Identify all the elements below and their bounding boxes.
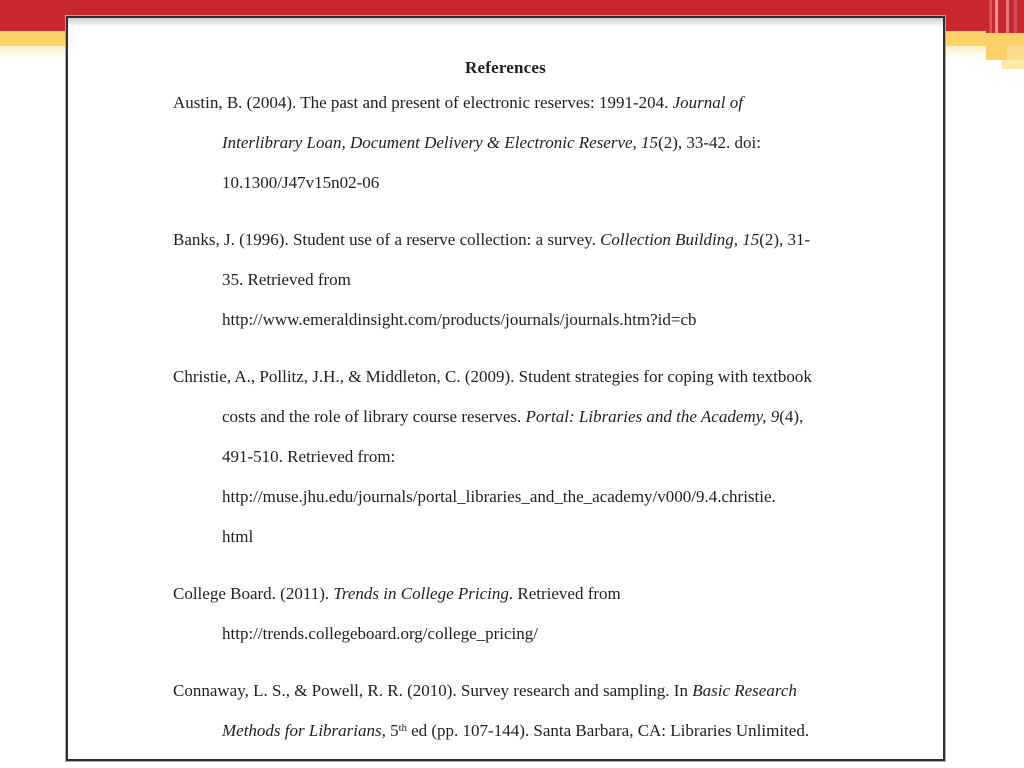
text-run: College Board. (2011). <box>173 584 334 603</box>
reference-line <box>173 163 883 203</box>
text-run: Banks, J. (1996). Student use of a reserve collection: a survey. <box>173 230 601 249</box>
reference-line <box>173 123 883 163</box>
ordinal-superscript: th <box>398 723 407 735</box>
text-run: . Retrieved from <box>508 584 621 603</box>
italic-text-run: Collection Building, 15 <box>600 230 760 249</box>
italic-text-run: Interlibrary Loan, Document Delivery & Electronic Reserve, 15 <box>222 133 659 152</box>
reference-line <box>173 517 883 557</box>
right-red-stripes-decoration <box>986 0 1024 33</box>
reference-line <box>173 357 883 397</box>
reference-item <box>173 574 883 654</box>
reference-item <box>173 357 883 557</box>
text-run: 491-510. Retrieved from: <box>222 447 396 466</box>
slide-frame <box>66 16 945 761</box>
text-run: html <box>222 527 254 546</box>
text-run: Connaway, L. S., & Powell, R. R. (2010). Survey research and sampling. In <box>173 681 693 700</box>
text-run: Christie, A., Pollitz, J.H., & Middleton, C. (2009). Student strategies for coping with textbook <box>173 367 812 386</box>
text-run: 10.1300/J47v15n02-06 <box>222 173 380 192</box>
text-run: (2), 33-42. doi: <box>658 133 761 152</box>
text-run: costs and the role of library course reserves. <box>222 407 526 426</box>
italic-text-run: Methods for Librarians, <box>222 721 386 740</box>
reference-line <box>173 220 883 260</box>
reference-line <box>173 477 883 517</box>
right-pale-stripe-decoration <box>1002 60 1024 69</box>
page-title: References <box>465 58 546 77</box>
reference-item <box>173 220 883 340</box>
text-run: http://muse.jhu.edu/journals/portal_libraries_and_the_academy/v000/9.4.christie. <box>222 487 776 506</box>
reference-line <box>173 260 883 300</box>
text-run: (4), <box>779 407 804 426</box>
italic-text-run: Basic Research <box>692 681 797 700</box>
right-gold-stripes-decoration <box>986 45 1024 60</box>
reference-line <box>173 671 883 711</box>
references-list <box>173 83 883 754</box>
text-run: (2), 31- <box>759 230 811 249</box>
text-run: Austin, B. (2004). The past and present of electronic reserves: 1991-204. <box>173 93 673 112</box>
reference-item <box>173 671 883 754</box>
text-run: 5 <box>385 721 399 740</box>
italic-text-run: Portal: Libraries and the Academy, 9 <box>525 407 780 426</box>
reference-line <box>173 711 883 754</box>
reference-line <box>173 83 883 123</box>
reference-line <box>173 300 883 340</box>
text-run: 35. Retrieved from <box>222 270 351 289</box>
reference-item <box>173 83 883 203</box>
italic-text-run: Trends in College Pricing <box>333 584 509 603</box>
reference-line <box>173 437 883 477</box>
text-run: http://www.emeraldinsight.com/products/journals/journals.htm?id=cb <box>222 310 697 329</box>
reference-line <box>173 574 883 614</box>
slide-content <box>68 18 943 759</box>
reference-line <box>173 397 883 437</box>
text-run: ed (pp. 107-144). Santa Barbara, CA: Libraries Unlimited. <box>406 721 810 740</box>
text-run: http://trends.collegeboard.org/college_pricing/ <box>222 624 538 643</box>
italic-text-run: Journal of <box>672 93 743 112</box>
reference-line <box>173 614 883 654</box>
